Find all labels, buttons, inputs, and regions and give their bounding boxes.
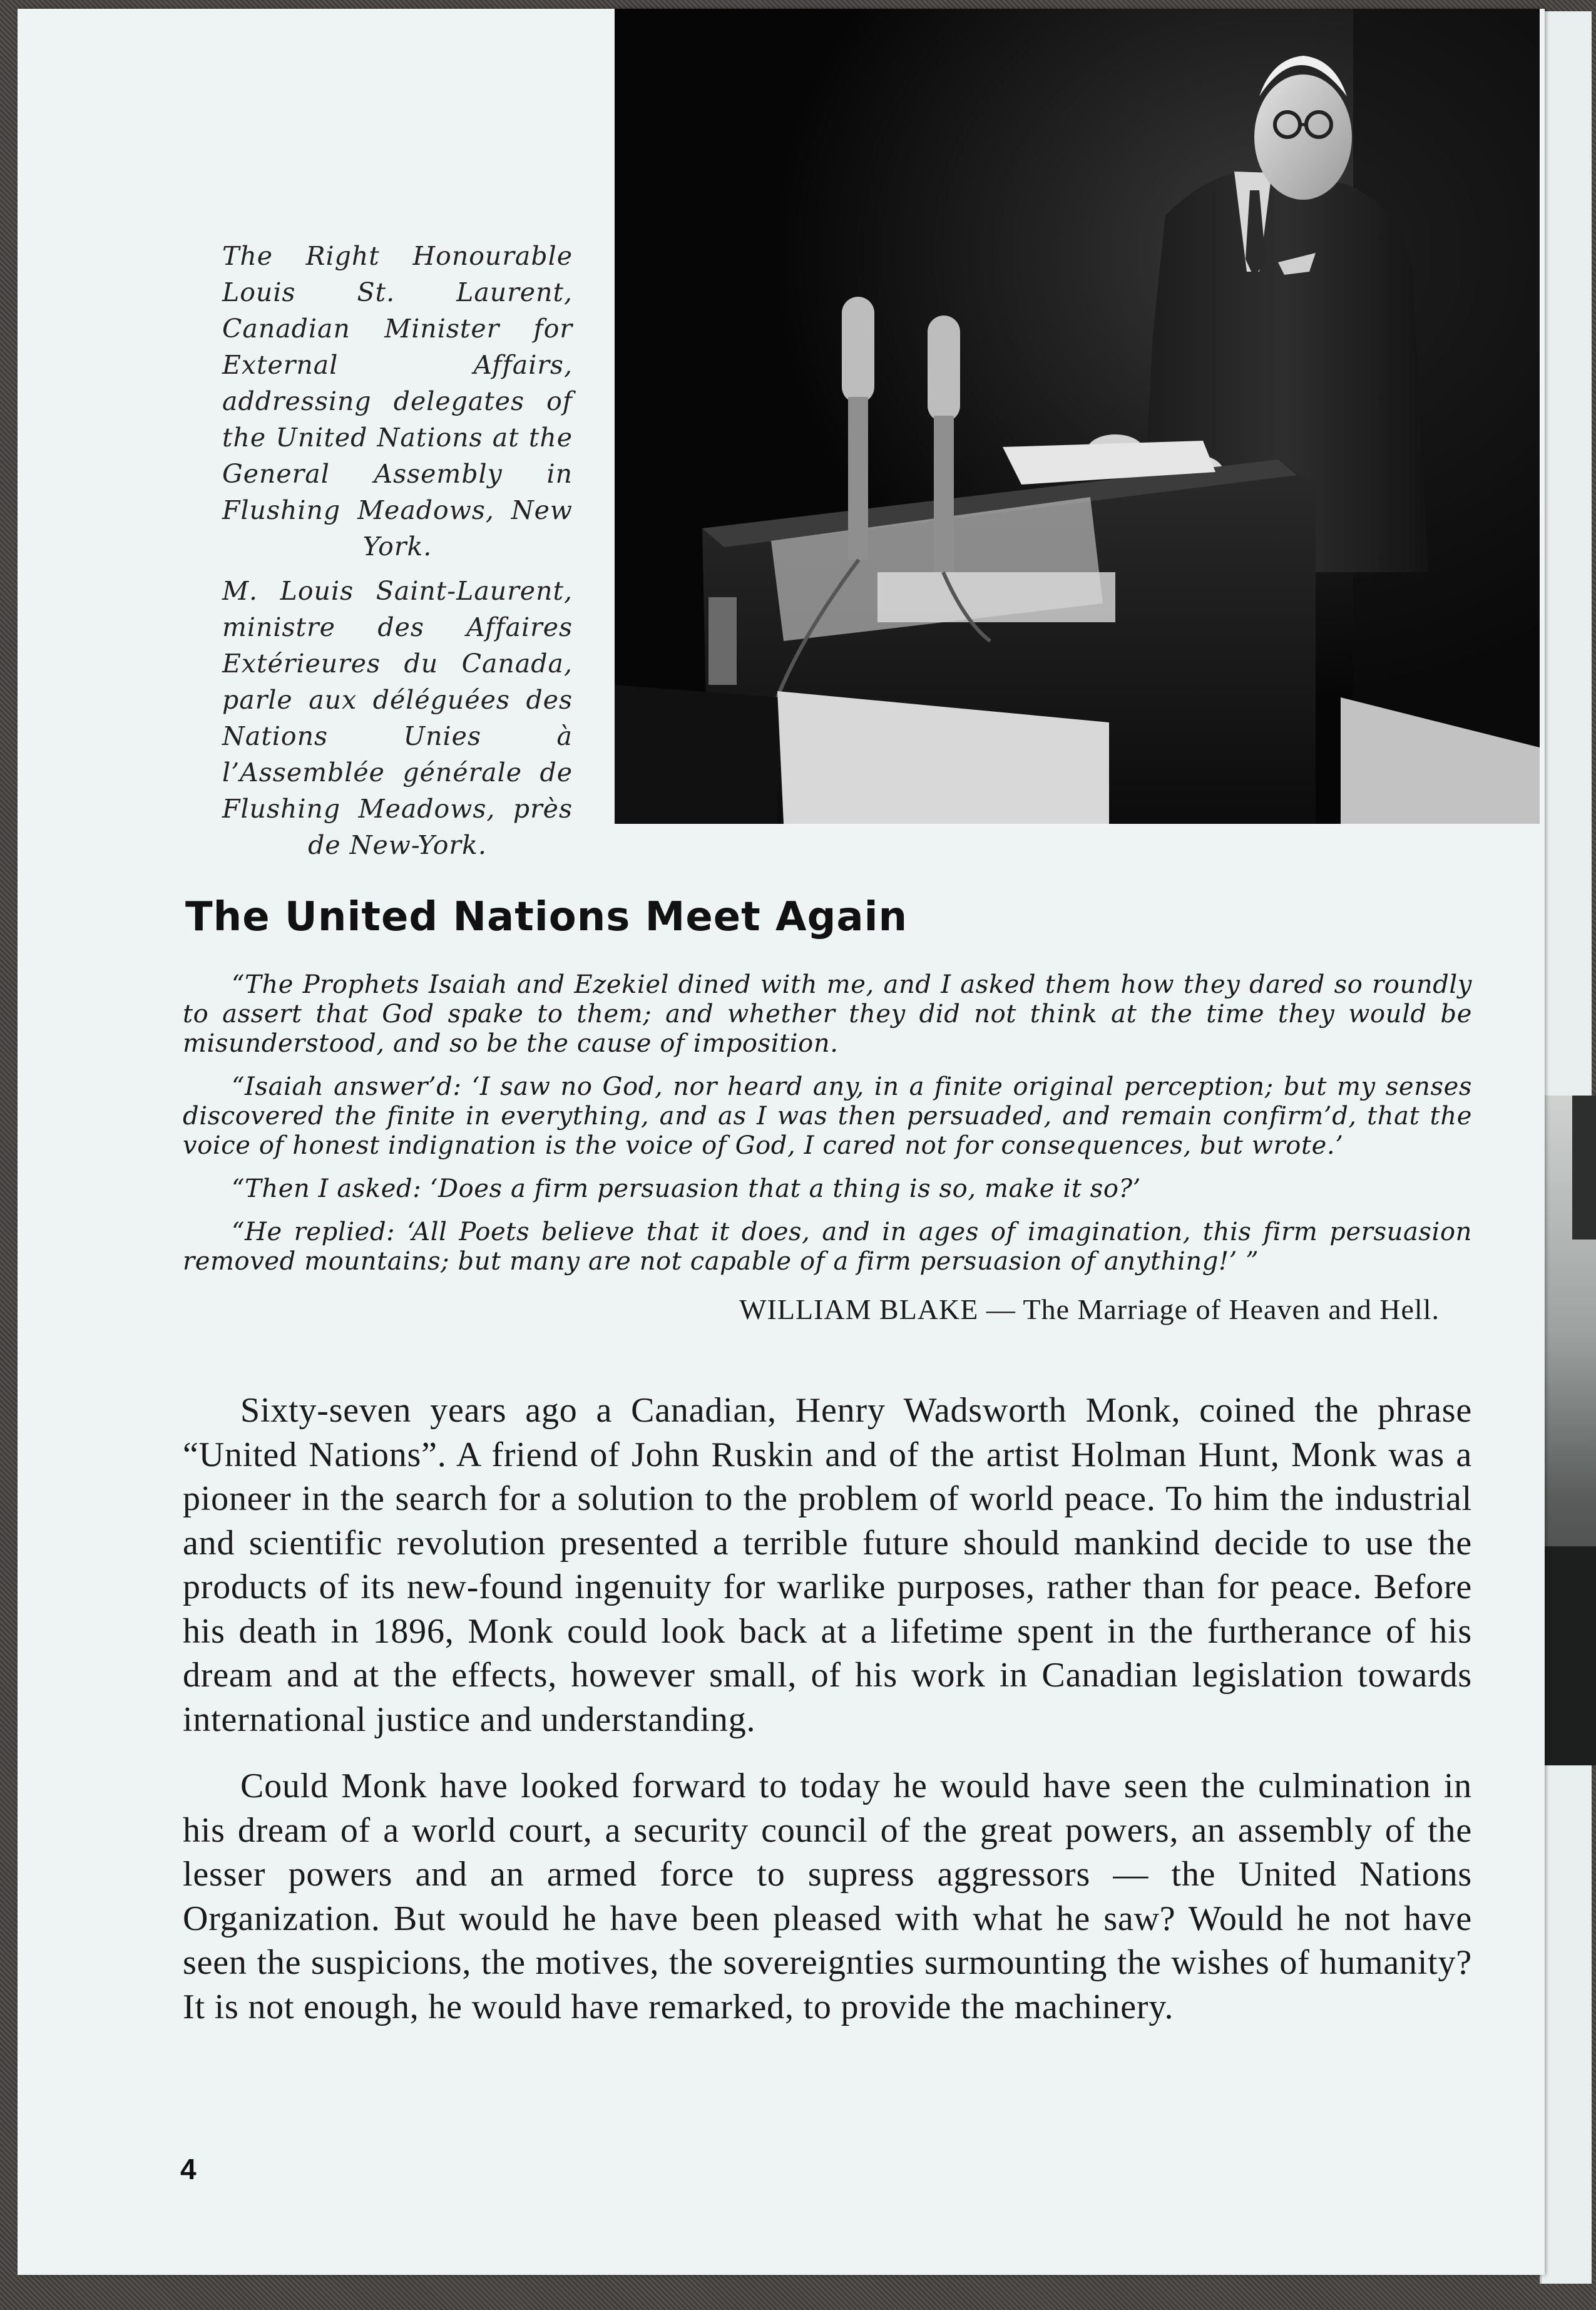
speaker-photo-illustration [615, 9, 1540, 824]
article-title: The United Nations Meet Again [185, 894, 908, 940]
speaker-photo [615, 9, 1540, 824]
quote-paragraph: “The Prophets Isaiah and Ezekiel dined with me, and I asked them how they dared so roundly to assert that God spake to them; and whether they did not think at the time they would be misunderstood, and so be the cause of imposition. [183, 970, 1472, 1058]
quote-paragraph: “He replied: ‘All Poets believe that it does, and in ages of imagination, this firm persuasion removed mountains; but many are not capable of a firm persuasion of anything!’ ” [183, 1218, 1472, 1276]
adjacent-page-photo [1541, 1096, 1596, 1765]
epigraph-quote [183, 970, 1472, 1290]
quote-paragraph: “Isaiah answer’d: ‘I saw no God, nor heard any, in a finite original perception; but my senses discovered the finite in everything, and as I was then persuaded, and remain confirm’d, that the voice of honest indignation is the voice of God, I cared not for consequences, but wrote.’ [183, 1072, 1472, 1160]
body-paragraph: Sixty-seven years ago a Canadian, Henry Wadsworth Monk, coined the phrase “United Nations”. A friend of John Ruskin and of the artist Holman Hunt, Monk was a pioneer in the search for a solution to the problem of world peace. To him the industrial and scientific revolution presented a terrible future should mankind decide to use the products of its new-found ingenuity for warlike purposes, rather than for peace. Before his death in 1896, Monk could look back at a lifetime spent in the furtherance of his dream and at the effects, however small, of his work in Canadian legislation towards international justice and understanding. [183, 1391, 1472, 1739]
photo-caption-english: The Right Honourable Louis St. Laurent, Canadian Minister for External Affairs, addressing delegates of the United Nations at the General Assembly in Flushing Meadows, New York. [222, 241, 573, 562]
quote-attribution: WILLIAM BLAKE — The Marriage of Heaven and Hell. [739, 1293, 1440, 1325]
photo-caption-french: M. Louis Saint-Laurent, ministre des Affaires Extérieures du Canada, parle aux déléguées des Nations Unies à l’Assemblée générale de Flushing Meadows, près de New-York. [222, 576, 573, 860]
body-paragraph: Could Monk have looked forward to today he would have seen the culmination in his dream of a world court, a security council of the great powers, an assembly of the lesser powers and an armed force to supress aggressors — the United Nations Organization. But would he have been pleased with what he saw? Would he not have seen the suspicions, the motives, the sovereignties surmounting the wishes of humanity? It is not enough, he would have remarked, to provide the machinery. [183, 1767, 1472, 2026]
article-body [183, 1389, 1472, 2051]
quote-paragraph: “Then I asked: ‘Does a firm persuasion that a thing is so, make it so?’ [232, 1174, 1141, 1203]
page-number: 4 [180, 2153, 197, 2185]
